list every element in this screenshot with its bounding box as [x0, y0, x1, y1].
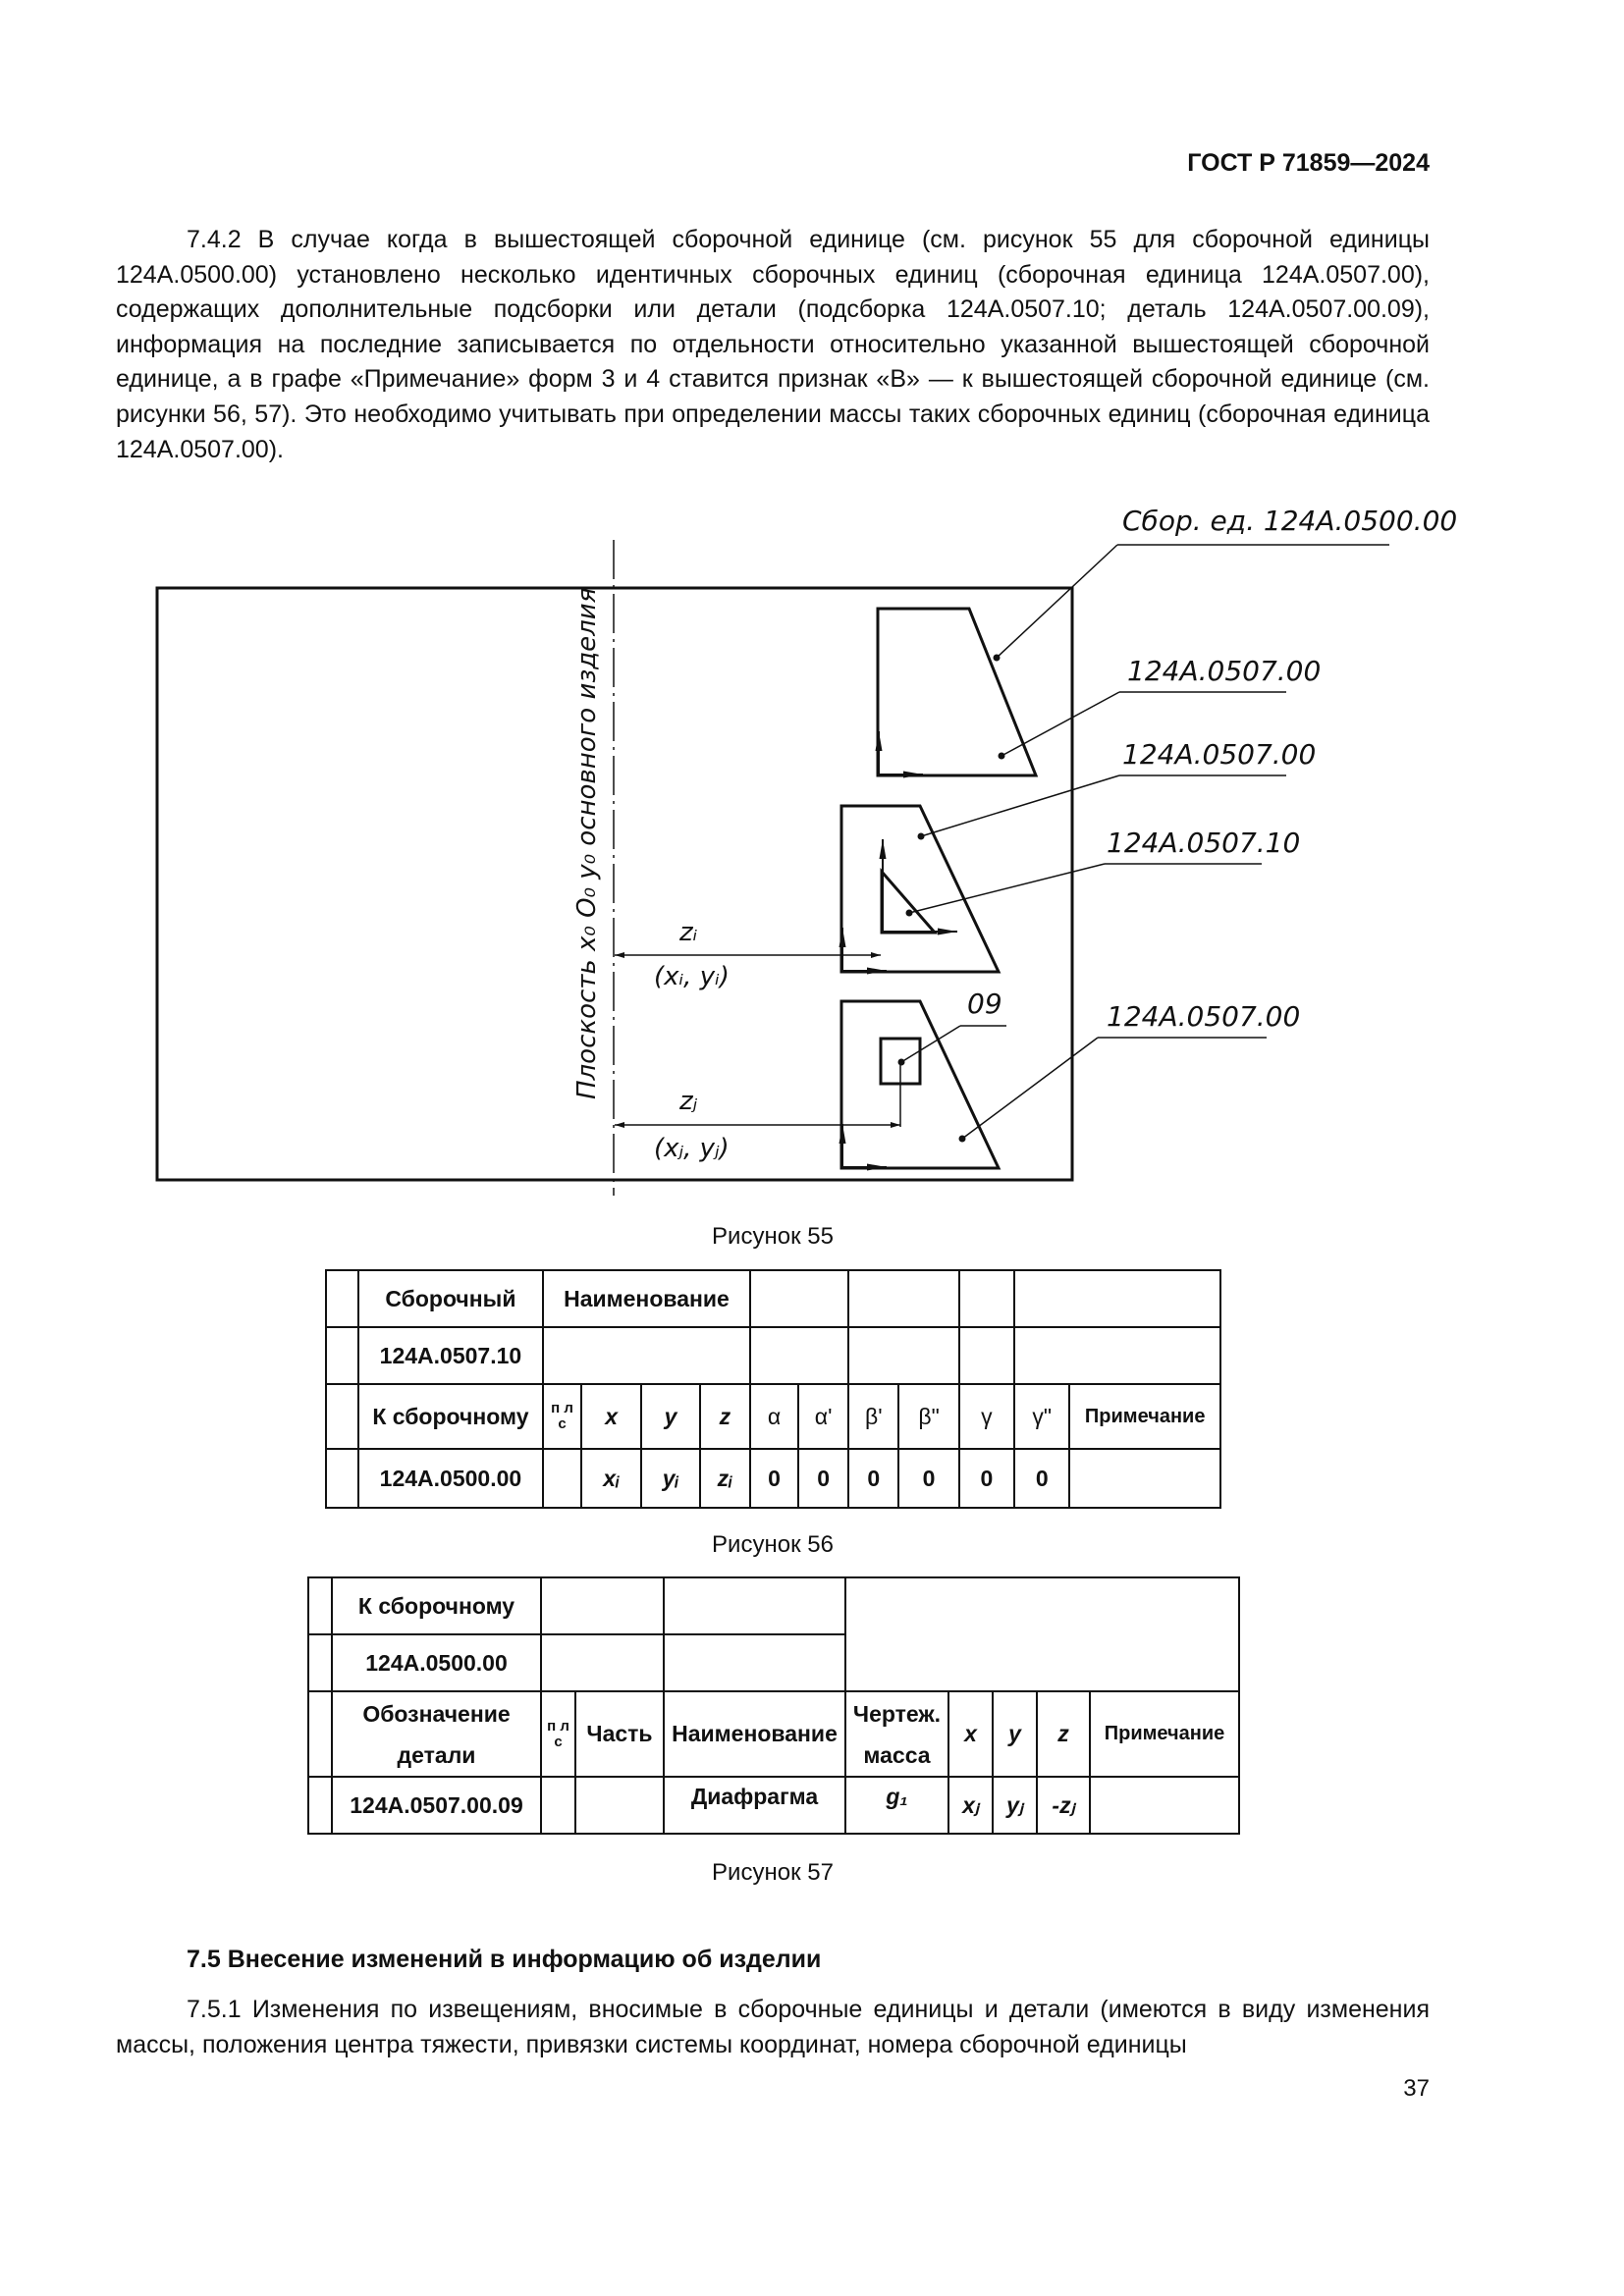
dim-xjyj: (xⱼ, yⱼ)	[654, 1134, 730, 1163]
dim-zi: zᵢ	[679, 918, 698, 947]
f56-alpha-header: α	[750, 1384, 798, 1449]
f57-mass-header: Чертеж. масса	[845, 1691, 948, 1777]
f56-note-header: Примечание	[1069, 1384, 1220, 1449]
f57-part-header: Часть	[575, 1691, 664, 1777]
figure-57-caption: Рисунок 57	[712, 1859, 834, 1886]
f57-parent-code: 124А.0500.00	[332, 1634, 541, 1691]
figure-56-form	[325, 1269, 1221, 1509]
f57-x-value: xⱼ	[948, 1777, 993, 1834]
label-part: 09	[967, 988, 1002, 1020]
f57-x-header: x	[948, 1691, 993, 1777]
figure-55-caption: Рисунок 55	[712, 1223, 834, 1250]
f56-gamma-header: γ	[959, 1384, 1014, 1449]
f56-parent-code: 124А.0500.00	[358, 1449, 543, 1508]
f56-alpha2-value: 0	[798, 1449, 848, 1508]
f56-x-value: xᵢ	[581, 1449, 641, 1508]
label-assembly: Сбор. ед. 124А.0500.00	[1122, 505, 1458, 537]
f56-z-header: z	[700, 1384, 750, 1449]
f56-gamma2-header: γ"	[1014, 1384, 1069, 1449]
document-header: ГОСТ Р 71859—2024	[1187, 149, 1430, 177]
f57-z-value: -zⱼ	[1037, 1777, 1090, 1834]
f57-part-name: Диафрагма	[664, 1777, 845, 1834]
f56-beta2-value: 0	[898, 1449, 958, 1508]
assembly-frame	[157, 588, 1072, 1180]
f56-y-header: y	[641, 1384, 699, 1449]
page-number: 37	[1403, 2075, 1430, 2102]
f56-alpha2-header: α'	[798, 1384, 848, 1449]
f56-beta-header: β'	[848, 1384, 898, 1449]
f56-name-header: Наименование	[543, 1270, 750, 1327]
sub-triangle	[882, 872, 935, 933]
paragraph-7-5-1: 7.5.1 Изменения по извещениям, вносимые в сборочные единицы и детали (имеются в виду изменения массы, положения центра тяжести, привязки системы координат, номера сборочной единицы	[116, 1996, 1430, 2058]
f57-z-header: z	[1037, 1691, 1090, 1777]
plane-label: Плоскость x₀ O₀ y₀ основного изделия	[572, 587, 602, 1099]
figure-57-form	[307, 1576, 1240, 1835]
f57-y-header: y	[993, 1691, 1037, 1777]
f56-x-header: x	[581, 1384, 641, 1449]
label-sub: 124А.0507.10	[1107, 827, 1301, 859]
label-top: 124А.0507.00	[1127, 655, 1322, 687]
f57-designation-header: Обозначение детали	[332, 1691, 541, 1777]
dim-xiyi: (xᵢ, yᵢ)	[654, 962, 730, 991]
f57-y-value: yⱼ	[993, 1777, 1037, 1834]
figure-56-caption: Рисунок 56	[712, 1531, 834, 1558]
label-mid: 124А.0507.00	[1122, 738, 1317, 771]
f56-assembly-code: 124А.0507.10	[358, 1327, 543, 1384]
f57-mass-value: g₁	[845, 1777, 948, 1834]
f56-z-value: zᵢ	[700, 1449, 750, 1508]
f57-to-assembly-label: К сборочному	[332, 1577, 541, 1634]
f56-beta-value: 0	[848, 1449, 898, 1508]
f56-to-assembly-label: К сборочному	[358, 1384, 543, 1449]
f56-gamma-value: 0	[959, 1449, 1014, 1508]
f56-y-value: yᵢ	[641, 1449, 699, 1508]
f56-pls-header: п л с	[543, 1384, 581, 1449]
f56-beta2-header: β"	[898, 1384, 958, 1449]
f57-note-header: Примечание	[1090, 1691, 1239, 1777]
section-heading-7-5: 7.5 Внесение изменений в информацию об изделии	[187, 1946, 822, 1973]
f57-pls-header: п л с	[541, 1691, 575, 1777]
f56-alpha-value: 0	[750, 1449, 798, 1508]
f57-part-code: 124А.0507.00.09	[332, 1777, 541, 1834]
paragraph-7-4-2: 7.4.2 В случае когда в вышестоящей сборочной единице (см. рисунок 55 для сборочной единицы 124А.0500.00) установлено несколько идентичных сборочных единиц (сборочная единица 124А.0507.00), содержащих дополнительные подсборки или детали (подсборка 124А.0507.10; деталь 124А.0507.00.09), информация на последние записывается по отдельности относительно указанной вышестоящей сборочной единице, а в графе «Примечание» форм 3 и 4 ставится признак «В» — к вышестоящей сборочной единице (см. рисунки 56, 57). Это необходимо учитывать при определении массы таких сборочных единиц (сборочная единица 124А.0507.00).	[116, 226, 1430, 463]
label-bottom: 124А.0507.00	[1107, 1000, 1301, 1033]
f56-assembly-label: Сборочный	[358, 1270, 543, 1327]
f56-gamma2-value: 0	[1014, 1449, 1069, 1508]
middle-trapezoid	[841, 806, 999, 972]
dim-zj: zⱼ	[679, 1087, 698, 1116]
f57-name-header: Наименование	[664, 1691, 845, 1777]
